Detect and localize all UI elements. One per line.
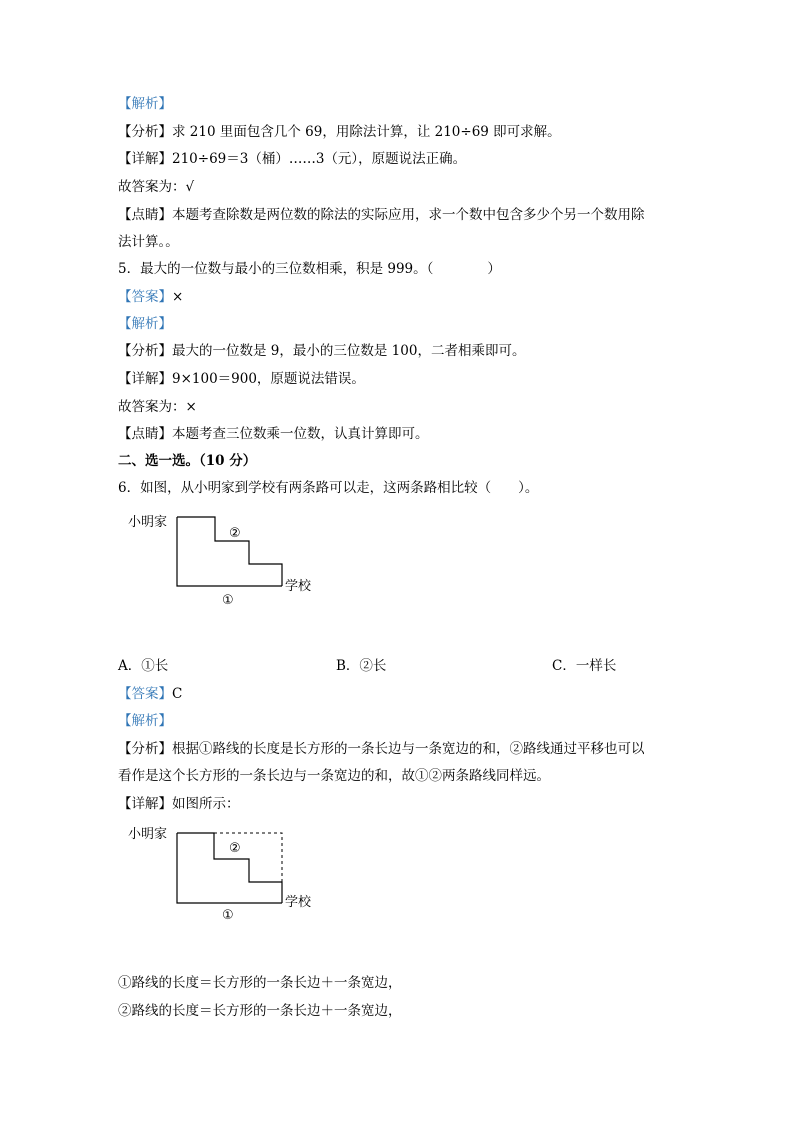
q4-detail: 【详解】210÷69＝3（桶）……3（元），原题说法正确。: [118, 151, 467, 167]
route-1-label: ①: [222, 593, 234, 608]
section2-title: 二、选一选。（10 分）: [118, 453, 257, 469]
option-c: C．一样长: [552, 658, 617, 674]
q4-jiexi-heading: 【解析】: [118, 96, 172, 112]
translated-route-dashed: [214, 833, 282, 882]
q5-question: 5．最大的一位数与最小的三位数相乘，积是 999。（ ）: [118, 261, 501, 277]
route-figure-2: [128, 827, 312, 923]
q5-comment: 【点睛】本题考查三位数乘一位数，认真计算即可。: [118, 426, 429, 442]
q6-question: 6．如图，从小明家到学校有两条路可以走，这两条路相比较（ ）。: [118, 480, 539, 496]
route-2-label: ②: [229, 526, 241, 541]
q5-answer: 故答案为：×: [118, 399, 197, 415]
q6-answer-label: 【答案】: [118, 686, 172, 702]
home-label: 小明家: [128, 515, 168, 530]
q6-detail: 【详解】如图所示：: [118, 796, 240, 812]
route-1-label: ①: [222, 908, 234, 923]
q4-answer: 故答案为：√: [118, 179, 195, 195]
q5-jiexi-heading: 【解析】: [118, 316, 172, 332]
option-a: A．①长: [118, 658, 169, 674]
q6-conclusion-line1: ①路线的长度＝长方形的一条长边＋一条宽边，: [118, 975, 402, 991]
route-2-label: ②: [229, 841, 241, 856]
option-b: B．②长: [336, 658, 387, 674]
q4-comment-line1: 【点睛】本题考查除数是两位数的除法的实际应用，求一个数中包含多少个另一个数用除: [118, 207, 645, 223]
q6-conclusion-line2: ②路线的长度＝长方形的一条长边＋一条宽边，: [118, 1003, 402, 1019]
q5-detail: 【详解】9×100＝900，原题说法错误。: [118, 371, 365, 387]
q6-answer-row: [118, 685, 182, 703]
q6-jiexi-heading: 【解析】: [118, 713, 172, 729]
q5-analysis: 【分析】最大的一位数是 9，最小的三位数是 100，二者相乘即可。: [118, 343, 526, 359]
route-figure-1: [128, 515, 312, 608]
q4-comment-line2: 法计算。。: [118, 234, 179, 250]
q6-answer-value: C: [172, 686, 183, 702]
home-label: 小明家: [128, 827, 168, 842]
q5-answer-label: 【答案】: [118, 289, 172, 305]
q4-analysis: 【分析】求 210 里面包含几个 69，用除法计算，让 210÷69 即可求解。: [118, 124, 561, 140]
q6-analysis-line2: 看作是这个长方形的一条长边与一条宽边的和，故①②两条路线同样远。: [118, 768, 550, 784]
school-label: 学校: [285, 895, 312, 910]
q6-analysis-line1: 【分析】根据①路线的长度是长方形的一条长边与一条宽边的和，②路线通过平移也可以: [118, 741, 645, 757]
school-label: 学校: [285, 579, 312, 594]
q5-answer-value: ×: [172, 289, 184, 305]
